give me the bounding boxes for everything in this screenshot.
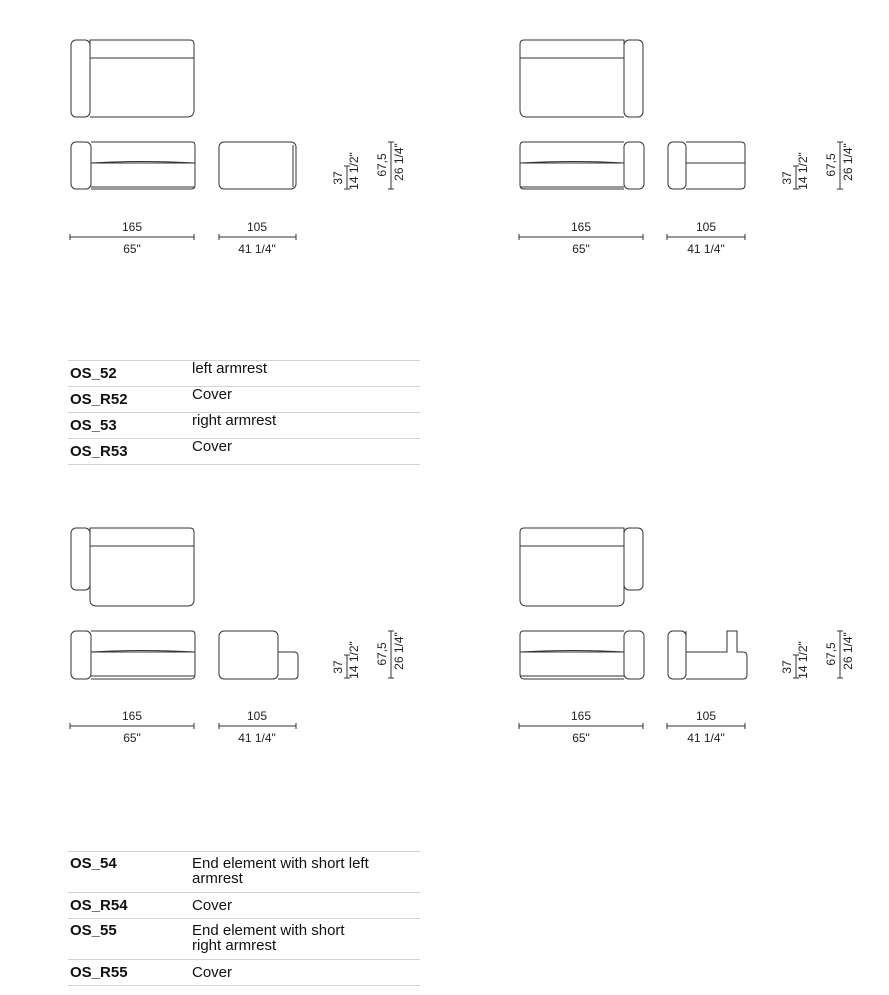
element-description: Cover [192, 893, 420, 919]
front-view [520, 142, 644, 189]
element-table-bottom [68, 851, 420, 986]
width-in-b: 41 1/4" [687, 242, 725, 256]
height-in-seat: 14 1/2" [796, 641, 810, 679]
top-view [71, 40, 194, 117]
height-cm-total: 67,5 [824, 153, 838, 177]
width-in-a: 65" [123, 731, 141, 745]
width-cm-a: 165 [121, 709, 143, 723]
width-in-a: 65" [572, 242, 590, 256]
top-view [71, 528, 194, 606]
height-in-total: 26 1/4" [841, 143, 855, 181]
element-table-top [68, 360, 420, 465]
height-cm-total: 67,5 [375, 153, 389, 177]
width-in-b: 41 1/4" [238, 242, 276, 256]
width-in-a: 65" [123, 242, 141, 256]
element-code: OS_54 [68, 852, 192, 893]
width-cm-b: 105 [246, 220, 268, 234]
element-description: left armrest [192, 361, 420, 387]
element-code: OS_R53 [68, 439, 192, 465]
table-row [68, 960, 420, 986]
width-in-a: 65" [572, 731, 590, 745]
width-cm-a: 165 [570, 709, 592, 723]
front-view [71, 631, 195, 679]
height-in-seat: 14 1/2" [347, 641, 361, 679]
element-code: OS_R54 [68, 893, 192, 919]
element-description: Cover [192, 387, 420, 413]
width-cm-b: 105 [246, 709, 268, 723]
element-description: Cover [192, 439, 420, 465]
height-in-total: 26 1/4" [392, 632, 406, 670]
height-cm-seat: 37 [780, 660, 794, 674]
description-line: End element with short left [192, 855, 369, 872]
width-cm-a: 165 [570, 220, 592, 234]
height-cm-seat: 37 [331, 171, 345, 185]
table-row [68, 439, 420, 465]
table-row [68, 893, 420, 919]
drawing-os54 [70, 528, 394, 729]
element-description: Cover [192, 960, 420, 986]
side-view [668, 142, 745, 189]
table-row [68, 387, 420, 413]
element-description [192, 919, 420, 960]
table-row [68, 361, 420, 387]
description-line: armrest [192, 870, 243, 887]
element-code: OS_R55 [68, 960, 192, 986]
height-in-total: 26 1/4" [392, 143, 406, 181]
element-code: OS_53 [68, 413, 192, 439]
top-view [520, 40, 643, 117]
height-cm-total: 67,5 [375, 642, 389, 666]
top-view [520, 528, 643, 606]
table-row [68, 919, 420, 960]
drawing-os55 [519, 528, 843, 729]
front-view [520, 631, 644, 679]
description-line: End element with short [192, 922, 345, 939]
element-code: OS_55 [68, 919, 192, 960]
side-view [219, 631, 298, 679]
height-cm-total: 67,5 [824, 642, 838, 666]
drawing-os52 [70, 40, 394, 240]
element-description [192, 852, 420, 893]
width-in-b: 41 1/4" [687, 731, 725, 745]
table-row [68, 852, 420, 893]
table-row [68, 413, 420, 439]
element-code: OS_R52 [68, 387, 192, 413]
side-view [668, 631, 747, 679]
width-cm-b: 105 [695, 220, 717, 234]
width-cm-a: 165 [121, 220, 143, 234]
drawing-os53 [519, 40, 843, 240]
front-view [71, 142, 195, 189]
height-in-seat: 14 1/2" [796, 152, 810, 190]
element-code: OS_52 [68, 361, 192, 387]
width-cm-b: 105 [695, 709, 717, 723]
height-cm-seat: 37 [331, 660, 345, 674]
height-in-seat: 14 1/2" [347, 152, 361, 190]
height-in-total: 26 1/4" [841, 632, 855, 670]
element-description: right armrest [192, 413, 420, 439]
width-in-b: 41 1/4" [238, 731, 276, 745]
height-cm-seat: 37 [780, 171, 794, 185]
side-view [219, 142, 296, 189]
description-line: right armrest [192, 937, 277, 954]
